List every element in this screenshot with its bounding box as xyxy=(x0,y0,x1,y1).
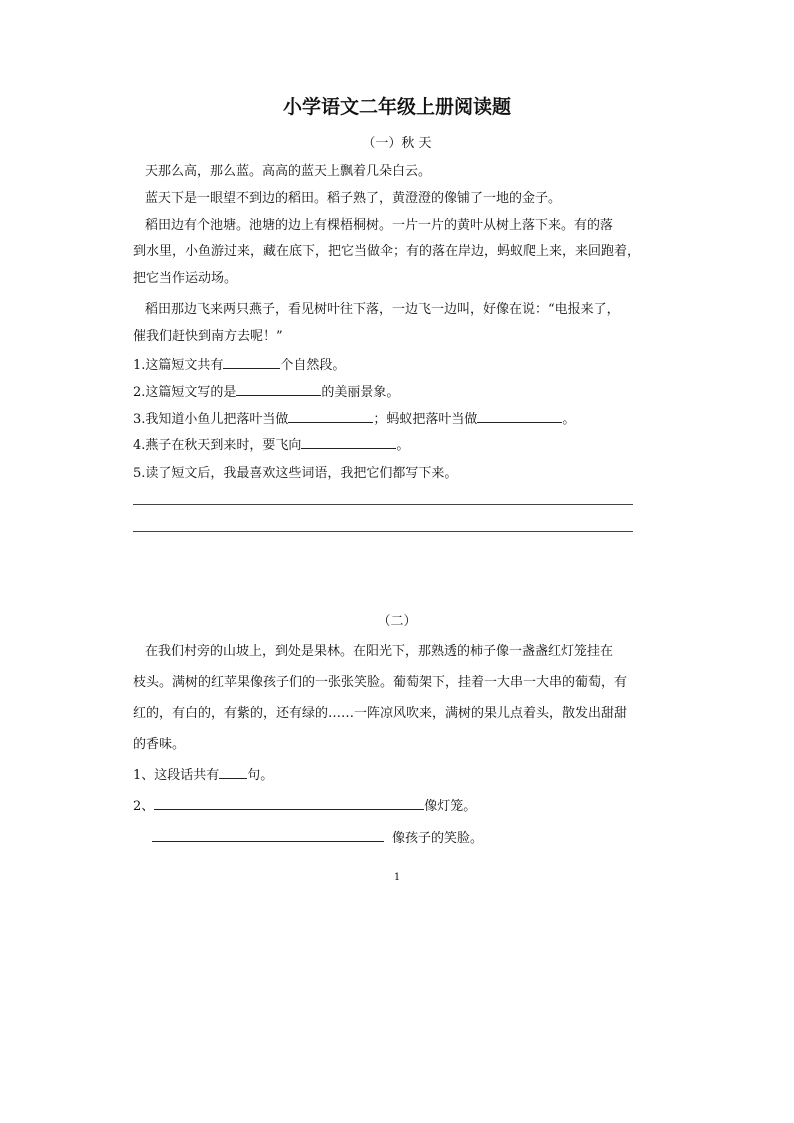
section2-paragraph-line-3: 红的，有白的，有紫的，还有绿的……一阵凉风吹来，满树的果儿点着头，散发出甜甜 xyxy=(133,706,628,721)
section1-question-1 xyxy=(133,354,345,373)
section2-paragraph-line-1: 在我们村旁的山坡上，到处是果林。在阳光下，那熟透的柿子像一盏盏红灯笼挂在 xyxy=(145,644,614,659)
answer-blank[interactable] xyxy=(477,408,562,423)
question-text: 2.这篇短文写的是 xyxy=(133,385,237,400)
question-text: 句。 xyxy=(247,768,274,783)
section1-heading: （一）秋 天 xyxy=(362,136,432,151)
question-text: 2、 xyxy=(133,799,155,814)
section1-paragraph-2: 蓝天下是一眼望不到边的稻田。稻子熟了，黄澄澄的像铺了一地的金子。 xyxy=(145,191,562,206)
section2-paragraph-line-2: 枝头。满树的红苹果像孩子们的一张张笑脸。葡萄架下，挂着一大串一大串的葡萄，有 xyxy=(133,675,628,690)
question-text: 。 xyxy=(562,412,576,427)
question-text: 1、这段话共有 xyxy=(133,768,220,783)
answer-blank[interactable] xyxy=(154,795,424,810)
question-text: 3.我知道小鱼儿把落叶当做 xyxy=(133,412,289,427)
answer-blank[interactable] xyxy=(236,381,321,396)
page-title: 小学语文二年级上册阅读题 xyxy=(282,96,511,118)
question-text: 1.这篇短文共有 xyxy=(133,358,224,373)
question-text: 。 xyxy=(396,438,410,453)
section2-question-2 xyxy=(133,795,476,814)
section1-paragraph-4-line-1: 稻田那边飞来两只燕子，看见树叶往下落，一边飞一边叫，好像在说：“电报来了， xyxy=(145,302,620,317)
question-text: 4.燕子在秋天到来时，要飞向 xyxy=(133,438,302,453)
section2-question-1 xyxy=(133,764,273,783)
answer-blank[interactable] xyxy=(288,408,373,423)
answer-blank[interactable] xyxy=(219,764,247,779)
section1-question-5: 5.读了短文后，我最喜欢这些词语，我把它们都写下来。 xyxy=(133,466,458,481)
section2-question-2-line-2 xyxy=(152,827,483,846)
answer-line[interactable] xyxy=(133,504,633,505)
section1-paragraph-3-line-2: 到水里，小鱼游过来，藏在底下，把它当做伞；有的落在岸边，蚂蚁爬上来，来回跑着， xyxy=(133,244,641,259)
section1-question-3 xyxy=(133,408,575,427)
section1-paragraph-3-line-3: 把它当作运动场。 xyxy=(133,271,238,286)
section2-paragraph-line-4: 的香味。 xyxy=(133,737,186,752)
section2-heading: （二） xyxy=(377,614,417,629)
question-text: ；蚂蚁把落叶当做 xyxy=(373,412,478,427)
answer-line[interactable] xyxy=(133,531,633,532)
answer-blank[interactable] xyxy=(301,434,396,449)
answer-blank[interactable] xyxy=(152,827,384,842)
question-text: 像灯笼。 xyxy=(424,799,477,814)
section1-paragraph-1: 天那么高，那么蓝。高高的蓝天上飘着几朵白云。 xyxy=(145,164,432,179)
section1-paragraph-3-line-1: 稻田边有个池塘。池塘的边上有棵梧桐树。一片一片的黄叶从树上落下来。有的落 xyxy=(145,218,614,233)
question-text: 像孩子的笑脸。 xyxy=(392,831,484,846)
answer-blank[interactable] xyxy=(223,354,280,369)
question-text: 的美丽景象。 xyxy=(321,385,400,400)
section1-question-2 xyxy=(133,381,399,400)
question-text: 个自然段。 xyxy=(280,358,346,373)
page-number: 1 xyxy=(393,872,401,883)
section1-paragraph-4-line-2: 催我们赶快到南方去呢！” xyxy=(133,329,283,344)
section1-question-4 xyxy=(133,434,409,453)
